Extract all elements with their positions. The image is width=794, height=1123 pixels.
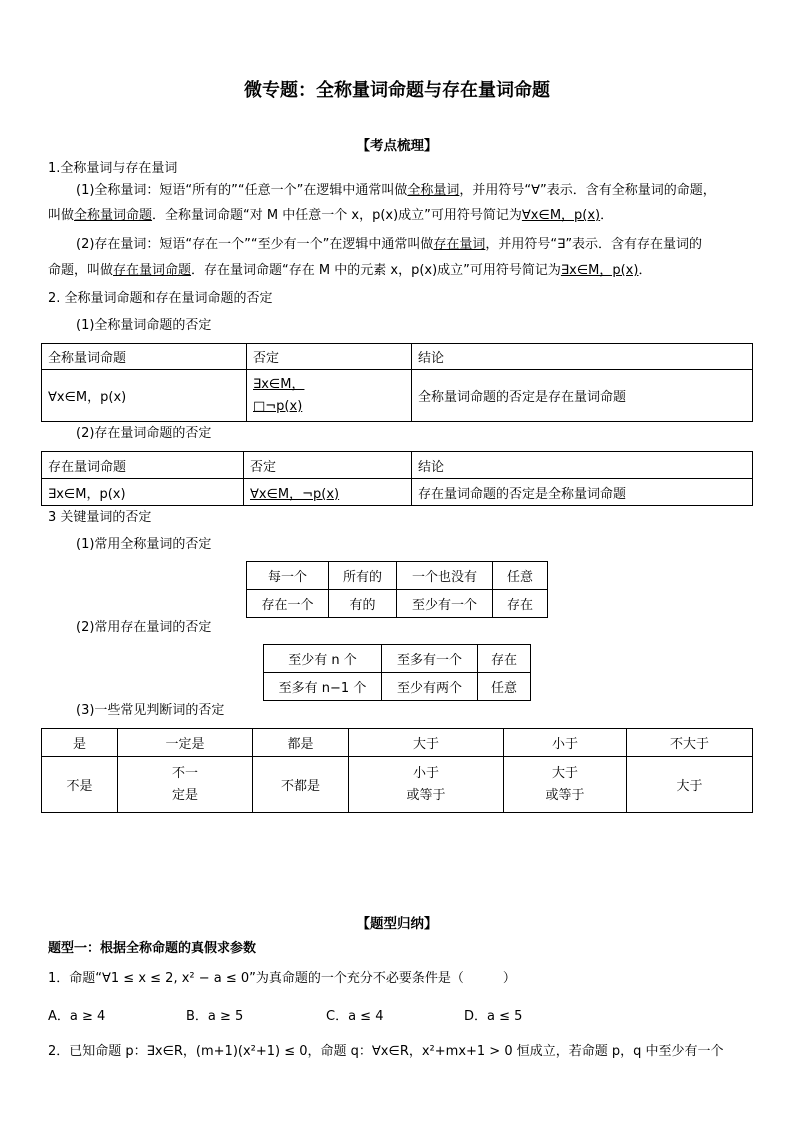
page-title: 微专题：全称量词命题与存在量词命题 bbox=[244, 80, 550, 101]
paragraph-2a: (2)存在量词：短语“存在一个”“至少有一个”在逻辑中通常叫做存在量词，并用符号“∃”表示．含有存在量词的 bbox=[76, 237, 703, 252]
table-row bbox=[42, 370, 753, 422]
table-cell: 存在 bbox=[493, 590, 548, 618]
table-header-cell: 否定 bbox=[247, 344, 412, 370]
table-cell: 全称量词命题的否定是存在量词命题 bbox=[412, 370, 753, 422]
table-universal-negation bbox=[41, 343, 753, 422]
table-row bbox=[247, 590, 548, 618]
table-header-cell: 结论 bbox=[412, 344, 753, 370]
table-cell: ∀x∈M，p(x) bbox=[42, 370, 247, 422]
table-cell: 不大于 bbox=[627, 729, 753, 757]
table-header-cell: 结论 bbox=[412, 452, 753, 479]
table-cell: 任意 bbox=[493, 562, 548, 590]
table-cell: ∃x∈M， □¬p(x) bbox=[247, 370, 412, 422]
table-cell: 有的 bbox=[329, 590, 397, 618]
table-cell: ∀x∈M，¬p(x) bbox=[244, 479, 412, 506]
question-type-1: 题型一：根据全称命题的真假求参数 bbox=[48, 941, 257, 956]
heading-3: 3 关键量词的否定 bbox=[48, 510, 152, 525]
section-heading-question-types: 【题型归纳】 bbox=[356, 916, 438, 932]
heading-3a: (1)常用全称量词的否定 bbox=[76, 537, 212, 552]
table-cell: 小于 bbox=[504, 729, 627, 757]
paragraph-1b: 叫做全称量词命题．全称量词命题“对 M 中任意一个 x，p(x)成立”可用符号简记为∀x∈M，p(x)． bbox=[48, 208, 614, 223]
table-header-cell: 否定 bbox=[244, 452, 412, 479]
table-header-cell: 全称量词命题 bbox=[42, 344, 247, 370]
table-row bbox=[42, 757, 753, 813]
table-cell: 不一 定是 bbox=[118, 757, 253, 813]
table-cell: 每一个 bbox=[247, 562, 329, 590]
question-1: 1．命题“∀1 ≤ x ≤ 2, x² − a ≤ 0”为真命题的一个充分不必要条件是（ ） bbox=[48, 971, 516, 986]
heading-3b: (2)常用存在量词的否定 bbox=[76, 620, 212, 635]
section-heading-key-points: 【考点梳理】 bbox=[356, 138, 438, 154]
table-existential-words bbox=[263, 644, 531, 701]
table-row bbox=[42, 452, 753, 479]
table-cell: 至少有两个 bbox=[382, 673, 478, 701]
table-cell: 大于 bbox=[349, 729, 504, 757]
table-cell: 都是 bbox=[253, 729, 349, 757]
heading-2: 2. 全称量词命题和存在量词命题的否定 bbox=[48, 291, 273, 306]
table-cell: 存在 bbox=[478, 645, 531, 673]
table-row bbox=[42, 729, 753, 757]
table-cell: 大于 或等于 bbox=[504, 757, 627, 813]
term-existential-quantifier: 存在量词 bbox=[433, 237, 486, 252]
table-cell: 至多有一个 bbox=[382, 645, 478, 673]
term-universal-quantifier: 全称量词 bbox=[407, 183, 460, 198]
heading-1: 1.全称量词与存在量词 bbox=[48, 161, 178, 176]
table-universal-words bbox=[246, 561, 548, 618]
table-cell: 大于 bbox=[627, 757, 753, 813]
table-row bbox=[42, 344, 753, 370]
paragraph-2b: 命题，叫做存在量词命题．存在量词命题“存在 M 中的元素 x，p(x)成立”可用符号简记为∃x∈M，p(x)． bbox=[48, 263, 652, 278]
table-cell: 任意 bbox=[478, 673, 531, 701]
table-row bbox=[247, 562, 548, 590]
table-existential-negation bbox=[41, 451, 753, 506]
heading-2b: (2)存在量词命题的否定 bbox=[76, 426, 212, 441]
table-cell: 至多有 n−1 个 bbox=[264, 673, 382, 701]
table-cell: 一个也没有 bbox=[397, 562, 493, 590]
q1-option-a: A．a ≥ 4 bbox=[48, 1009, 106, 1024]
heading-2a: (1)全称量词命题的否定 bbox=[76, 318, 212, 333]
q1-option-b: B．a ≥ 5 bbox=[186, 1009, 244, 1024]
table-row bbox=[264, 645, 531, 673]
paragraph-1a: (1)全称量词：短语“所有的”“任意一个”在逻辑中通常叫做全称量词，并用符号“∀”表示．含有全称量词的命题， bbox=[76, 183, 716, 198]
question-2: 2．已知命题 p：∃x∈R，(m+1)(x²+1) ≤ 0，命题 q：∀x∈R，x²+mx+1 > 0 恒成立，若命题 p，q 中至少有一个 bbox=[48, 1044, 724, 1059]
table-cell: 存在量词命题的否定是全称量词命题 bbox=[412, 479, 753, 506]
q1-option-c: C．a ≤ 4 bbox=[326, 1009, 384, 1024]
table-row bbox=[264, 673, 531, 701]
heading-3c: (3)一些常见判断词的否定 bbox=[76, 703, 225, 718]
table-cell: 存在一个 bbox=[247, 590, 329, 618]
table-cell: 一定是 bbox=[118, 729, 253, 757]
table-cell: 小于 或等于 bbox=[349, 757, 504, 813]
table-cell: 不都是 bbox=[253, 757, 349, 813]
table-cell: 至少有一个 bbox=[397, 590, 493, 618]
table-cell: 所有的 bbox=[329, 562, 397, 590]
table-cell: 是 bbox=[42, 729, 118, 757]
table-cell: ∃x∈M，p(x) bbox=[42, 479, 244, 506]
table-row bbox=[42, 479, 753, 506]
table-cell: 不是 bbox=[42, 757, 118, 813]
q1-option-d: D．a ≤ 5 bbox=[464, 1009, 523, 1024]
table-cell: 至少有 n 个 bbox=[264, 645, 382, 673]
table-header-cell: 存在量词命题 bbox=[42, 452, 244, 479]
table-judgement-words bbox=[41, 728, 753, 813]
